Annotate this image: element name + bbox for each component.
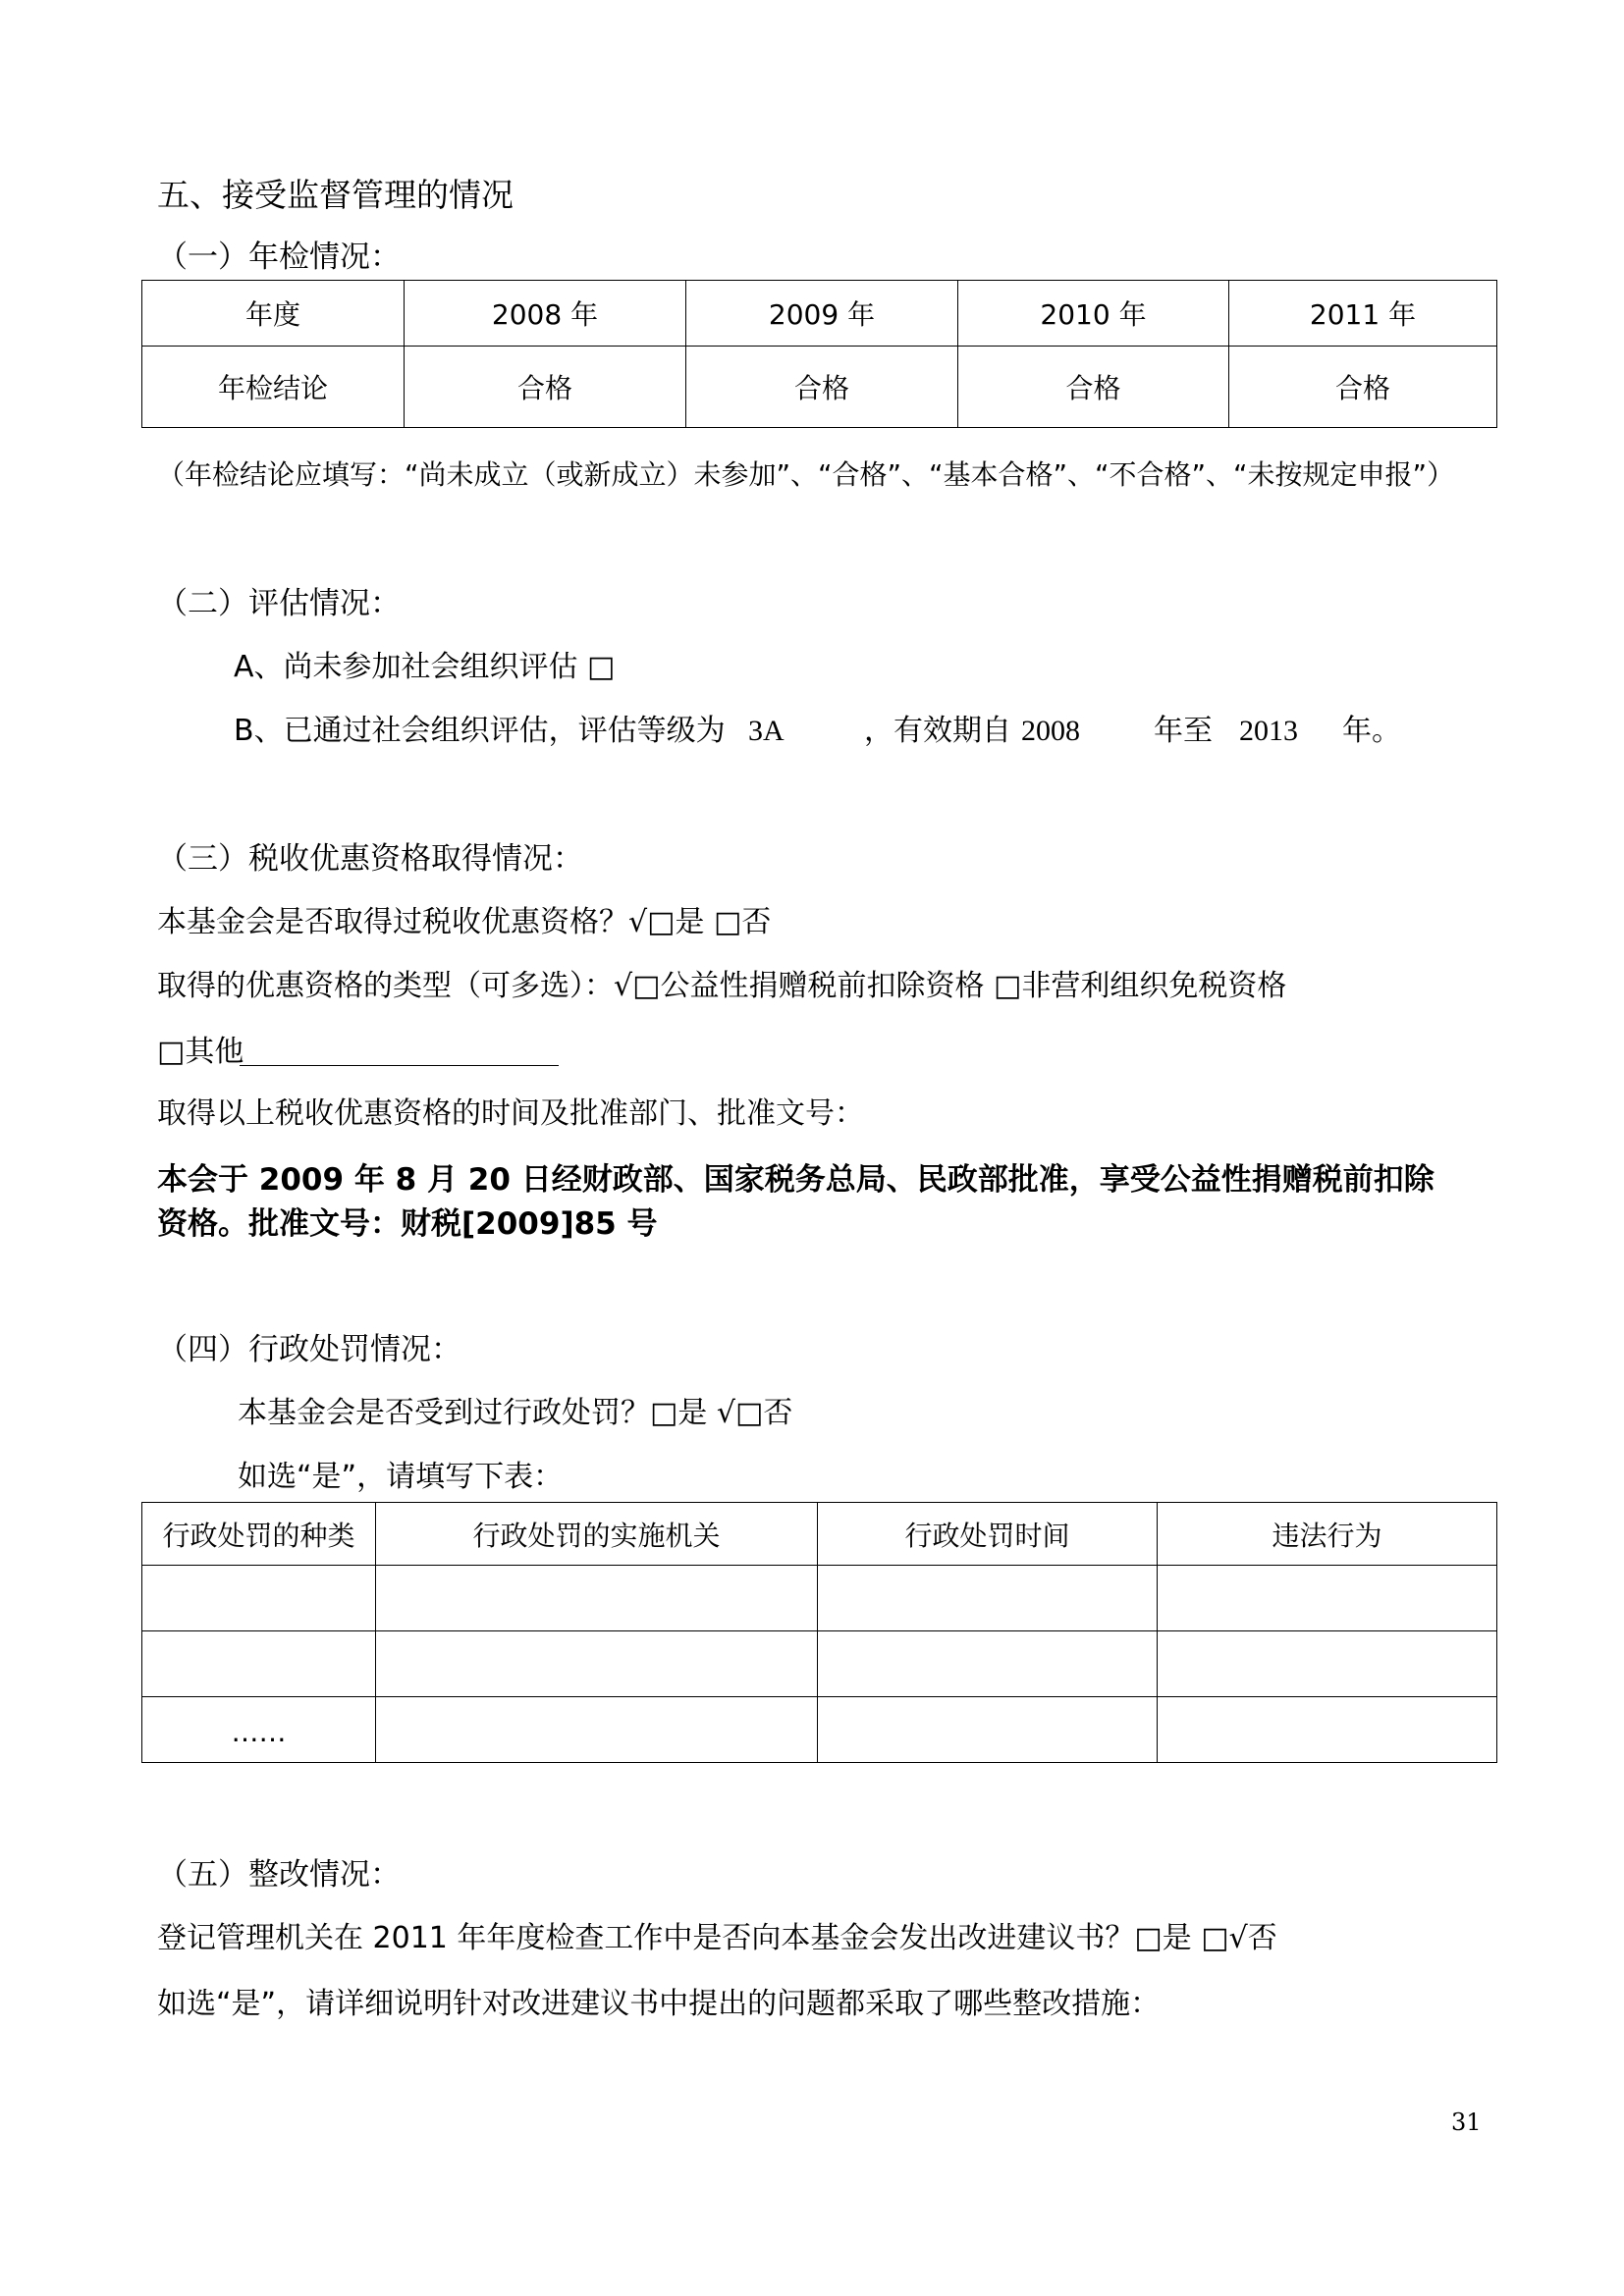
year-cell: 2008 年: [405, 281, 686, 347]
section-title: 五、接受监督管理的情况: [157, 176, 514, 214]
rectification-question-2: 如选“是”，请详细说明针对改进建议书中提出的问题都采取了哪些整改措施：: [157, 1987, 1161, 2021]
penalty-heading: （四）行政处罚情况：: [157, 1332, 461, 1367]
other-fill-line: [240, 1065, 559, 1066]
evaluation-end-label: 年。: [1342, 714, 1401, 748]
result-cell: 合格: [405, 347, 686, 428]
table-row: [142, 281, 1497, 347]
column-header: 行政处罚的实施机关: [376, 1503, 818, 1566]
tax-question-1: 本基金会是否取得过税收优惠资格？√□是 □否: [157, 905, 772, 939]
evaluation-year-to: 2013: [1239, 715, 1298, 747]
evaluation-to-label: 年至: [1154, 714, 1213, 748]
table-cell: [142, 1631, 376, 1697]
column-header: 行政处罚时间: [818, 1503, 1158, 1566]
evaluation-option-b: B、已通过社会组织评估，评估等级为: [234, 714, 726, 748]
penalty-question-1: 本基金会是否受到过行政处罚？□是 √□否: [238, 1396, 793, 1430]
table-cell: [376, 1566, 818, 1631]
evaluation-grade: 3A: [748, 715, 785, 747]
evaluation-valid-label: ，有效期自: [864, 714, 1011, 748]
table-cell: ……: [142, 1697, 376, 1763]
rectification-question-1: 登记管理机关在 2011 年年度检查工作中是否向本基金会发出改进建议书？□是 □√否: [157, 1921, 1277, 1955]
tax-question-4: 取得以上税收优惠资格的时间及批准部门、批准文号：: [157, 1096, 864, 1131]
table-cell: [1158, 1631, 1497, 1697]
evaluation-year-from: 2008: [1021, 715, 1080, 747]
table-cell: [142, 1566, 376, 1631]
year-label-cell: 年度: [142, 281, 405, 347]
penalty-table: [141, 1502, 1497, 1763]
result-cell: 合格: [958, 347, 1229, 428]
annual-inspection-heading: （一）年检情况：: [157, 240, 401, 275]
tax-answer-line-2: 资格。批准文号：财税[2009]85 号: [157, 1206, 658, 1242]
column-header: 行政处罚的种类: [142, 1503, 376, 1566]
page-number: 31: [1451, 2109, 1482, 2136]
table-cell: [818, 1566, 1158, 1631]
table-row: [142, 1631, 1497, 1697]
year-cell: 2009 年: [686, 281, 958, 347]
table-row: [142, 1697, 1497, 1763]
table-cell: [1158, 1697, 1497, 1763]
table-cell: [818, 1631, 1158, 1697]
penalty-question-2: 如选“是”，请填写下表：: [238, 1460, 564, 1494]
table-cell: [376, 1631, 818, 1697]
evaluation-heading: （二）评估情况：: [157, 586, 401, 621]
result-cell: 合格: [686, 347, 958, 428]
tax-heading: （三）税收优惠资格取得情况：: [157, 841, 583, 877]
table-row: [142, 1566, 1497, 1631]
table-header-row: [142, 1503, 1497, 1566]
tax-question-2: 取得的优惠资格的类型（可多选）：√□公益性捐赠税前扣除资格 □非营利组织免税资格: [157, 969, 1287, 1003]
column-header: 违法行为: [1158, 1503, 1497, 1566]
result-label-cell: 年检结论: [142, 347, 405, 428]
table-cell: [818, 1697, 1158, 1763]
rectification-heading: （五）整改情况：: [157, 1857, 401, 1893]
year-cell: 2010 年: [958, 281, 1229, 347]
tax-answer-line-1: 本会于 2009 年 8 月 20 日经财政部、国家税务总局、民政部批准，享受公益性捐赠税前扣除: [157, 1162, 1435, 1198]
inspection-note: （年检结论应填写：“尚未成立（或新成立）未参加”、“合格”、“基本合格”、“不合格”、“未按规定申报”）: [157, 458, 1455, 491]
result-cell: 合格: [1229, 347, 1497, 428]
tax-question-3: □其他: [157, 1035, 244, 1069]
evaluation-option-a: A、尚未参加社会组织评估 □: [234, 650, 616, 684]
table-cell: [376, 1697, 818, 1763]
table-cell: [1158, 1566, 1497, 1631]
year-cell: 2011 年: [1229, 281, 1497, 347]
table-row: [142, 347, 1497, 428]
annual-inspection-table: [141, 280, 1497, 428]
